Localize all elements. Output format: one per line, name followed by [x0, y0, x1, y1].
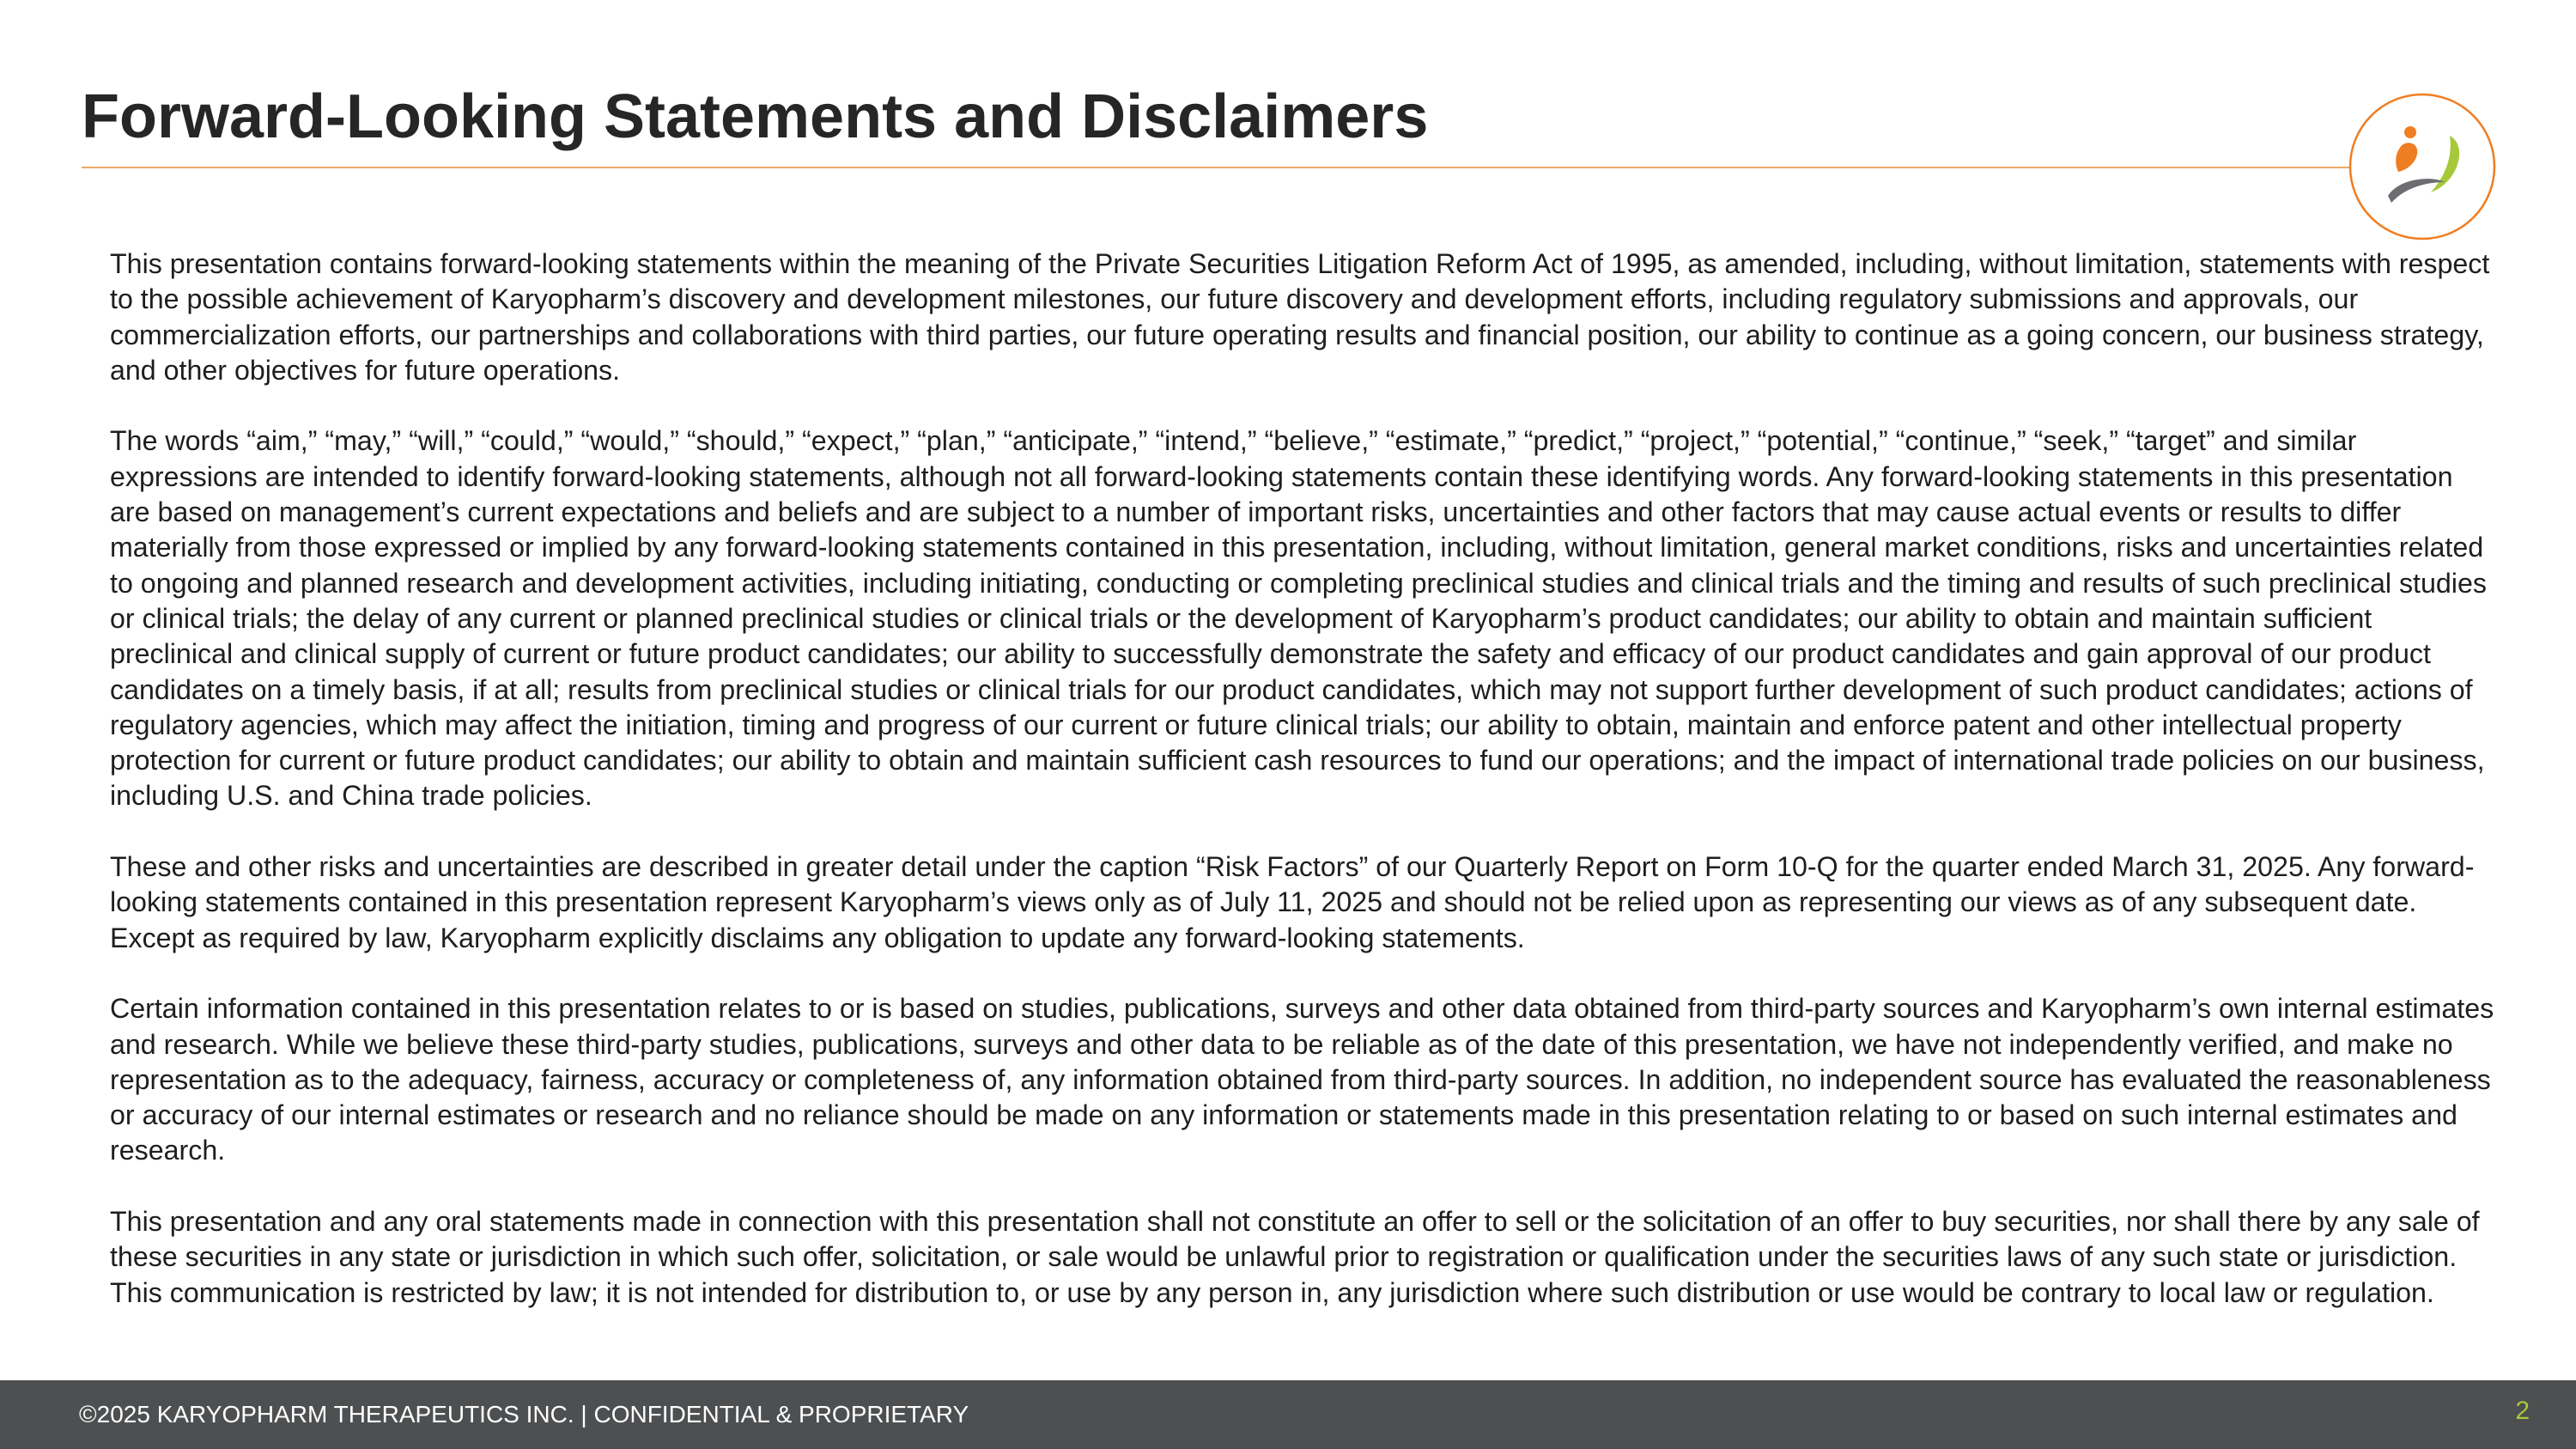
title-divider	[82, 167, 2357, 168]
disclaimer-paragraph: These and other risks and uncertainties are described in greater detail under the caption “Risk Factors” of our Quarterly Report on Form 10-Q for the quarter ended March 31, 2025. Any forward-looking statements contained in this presentation represent Karyopharm’s views only as of July 11, 2025 and should not be relied upon as representing our views as of any subsequent date. Except as required by law, Karyopharm explicitly disclaims any obligation to update any forward-looking statements.	[110, 851, 2475, 953]
disclaimer-paragraph: This presentation and any oral statements made in connection with this presentation shall not constitute an offer to sell or the solicitation of an offer to buy securities, nor shall there by any sale of these securities in any state or jurisdiction in which such offer, solicitation, or sale would be unlawful prior to registration or qualification under the securities laws of any such state or jurisdiction. This communication is restricted by law; it is not intended for distribution to, or use by any person in, any jurisdiction where such distribution or use would be contrary to local law or regulation.	[110, 1206, 2480, 1308]
disclaimer-paragraph: The words “aim,” “may,” “will,” “could,” “would,” “should,” “expect,” “plan,” “anticipate,” “intend,” “believe,” “estimate,” “predict,” “project,” “potential,” “continue,” “seek,” “target” and similar expressions are intended to identify forward-looking statements, although not all forward-looking statements contain these identifying words. Any forward-looking statements in this presentation are based on management’s current expectations and beliefs and are subject to a number of important risks, uncertainties and other factors that may cause actual events or results to differ materially from those expressed or implied by any forward-looking statements contained in this presentation, including, without limitation, general market conditions, risks and uncertainties related to ongoing and planned research and development activities, including initiating, conducting or completing preclinical studies and clinical trials and the timing and results of such preclinical studies or clinical trials; the delay of any current or planned preclinical studies or clinical trials or the development of Karyopharm’s product candidates; our ability to obtain and maintain sufficient preclinical and clinical supply of current or future product candidates; our ability to successfully demonstrate the safety and efficacy of our product candidates and gain approval of our product candidates on a timely basis, if at all; results from preclinical studies or clinical trials for our product candidates, which may not support further development of such product candidates; actions of regulatory agencies, which may affect the initiation, timing and progress of our current or future clinical trials; our ability to obtain, maintain and enforce patent and other intellectual property protection for current or future product candidates; our ability to obtain and maintain sufficient cash resources to fund our operations; and the impact of international trade policies on our business, including U.S. and China trade policies.	[110, 425, 2487, 812]
page-number: 2	[2515, 1397, 2530, 1425]
slide-title: Forward-Looking Statements and Disclaimers	[82, 82, 1429, 151]
footer-copyright: ©2025 KARYOPHARM THERAPEUTICS INC. | CONFIDENTIAL & PROPRIETARY	[79, 1401, 969, 1428]
disclaimer-body	[110, 247, 2497, 1346]
disclaimer-paragraph: Certain information contained in this presentation relates to or is based on studies, publications, surveys and other data obtained from third-party sources and Karyopharm’s own internal estimates and research. While we believe these third-party studies, publications, surveys and other data to be reliable as of the date of this presentation, we have not independently verified, and make no representation as to the adequacy, fairness, accuracy or completeness of, any information obtained from third-party sources. In addition, no independent source has evaluated the reasonableness or accuracy of our internal estimates or research and no reliance should be made on any information or statements made in this presentation relating to or based on such internal estimates and research.	[110, 993, 2494, 1166]
karyopharm-logo-icon	[2348, 93, 2496, 240]
disclaimer-paragraph: This presentation contains forward-looking statements within the meaning of the Private Securities Litigation Reform Act of 1995, as amended, including, without limitation, statements with respect to the possible achievement of Karyopharm’s discovery and development milestones, our future discovery and development efforts, including regulatory submissions and approvals, our commercialization efforts, our partnerships and collaborations with third parties, our future operating results and financial position, our ability to continue as a going concern, our business strategy, and other objectives for future operations.	[110, 248, 2490, 386]
